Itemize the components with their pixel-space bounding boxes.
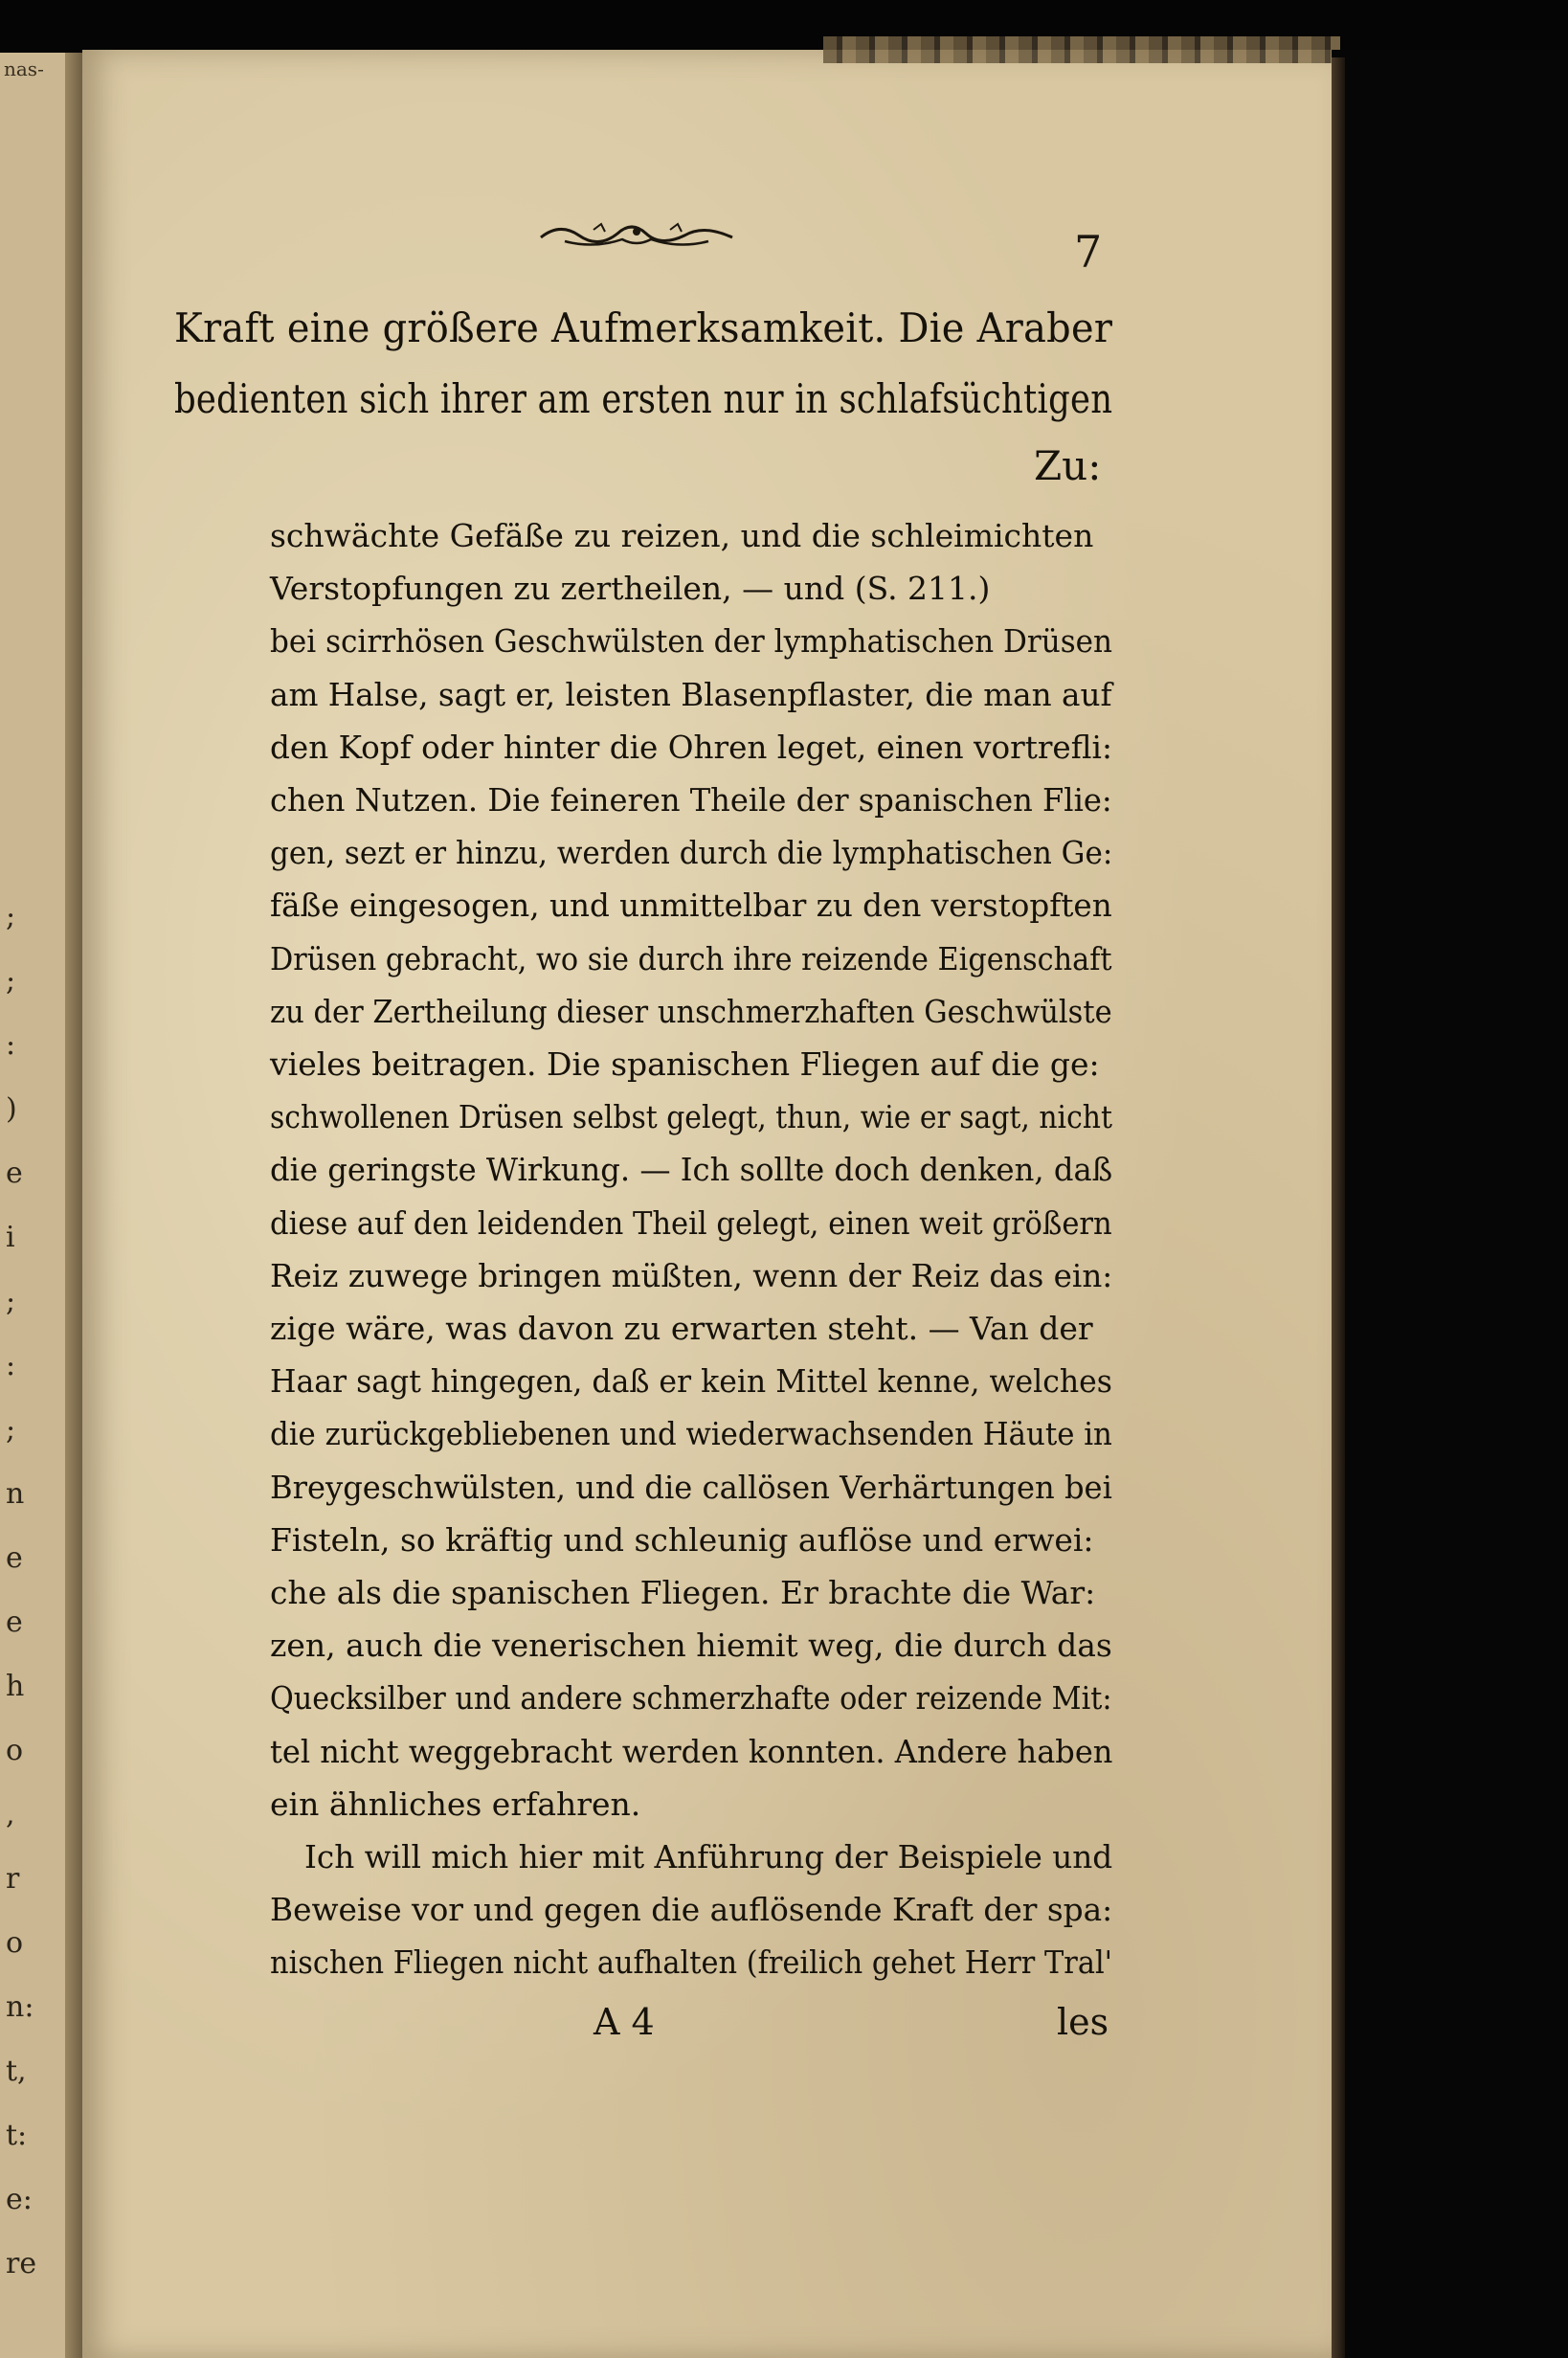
footnote-line: ein ähnliches erfahren. xyxy=(270,1785,641,1823)
left-page-line-end: re xyxy=(6,2247,37,2280)
left-page-line-end: : xyxy=(6,1028,16,1062)
left-page-line-end: o xyxy=(6,1926,24,1960)
footnote-line: bei scirrhösen Geschwülsten der lymphatischen Drüsen xyxy=(270,622,1113,661)
footnote-line: Quecksilber und andere schmerzhafte oder reizende Mit: xyxy=(270,1679,1112,1718)
footnote-line: schwächte Gefäße zu reizen, und die schleimichten xyxy=(270,517,1094,554)
footnote-line: Beweise vor und gegen die auflösende Kraft der spa: xyxy=(270,1891,1113,1929)
left-page-line-end: e: xyxy=(6,2183,33,2216)
footnote-line: Drüsen gebracht, wo sie durch ihre reizende Eigenschaft xyxy=(270,939,1112,977)
footnote-line: zu der Zertheilung dieser unschmerzhaften Geschwülste xyxy=(270,992,1112,1030)
page-number: 7 xyxy=(1074,226,1103,278)
left-page-line-end: e xyxy=(6,1541,23,1575)
footnote-line: Ich will mich hier mit Anführung der Beispiele und xyxy=(304,1838,1113,1875)
left-page-line-end: n: xyxy=(6,1990,34,2024)
footnote-line: am Halse, sagt er, leisten Blasenpflaster, die man auf xyxy=(270,675,1112,713)
left-page-line-end: ; xyxy=(6,964,16,998)
footnote-line: die zurückgebliebenen und wiederwachsenden Häute in xyxy=(270,1415,1112,1453)
footnote-line: Verstopfungen zu zertheilen, — und (S. 211.) xyxy=(270,570,991,608)
main-text-line: bedienten sich ihrer am ersten nur in schlafsüchtigen xyxy=(174,375,1113,422)
footnote-line: Breygeschwülsten, und die callösen Verhärtungen bei xyxy=(270,1468,1112,1506)
book-gutter xyxy=(65,53,82,2358)
footnote-line: zen, auch die venerischen hiemit weg, die durch das xyxy=(270,1627,1112,1665)
left-page-line-end: e xyxy=(6,1157,23,1190)
left-page-line-end: : xyxy=(6,1349,16,1382)
left-page-line-end: , xyxy=(6,1798,15,1831)
catchword-main: Zu: xyxy=(1034,442,1102,489)
left-page-line-end: i xyxy=(6,1221,15,1254)
left-page-line-end: n xyxy=(6,1477,25,1511)
footnote-line: fäße eingesogen, und unmittelbar zu den verstopften xyxy=(270,887,1112,925)
footnote-line: nischen Fliegen nicht aufhalten (freilich gehet Herr Tral' xyxy=(270,1943,1113,1982)
left-page-line-end: t, xyxy=(6,2055,27,2088)
footnote-line: diese auf den leidenden Theil gelegt, einen weit größern xyxy=(270,1203,1112,1242)
catchword-bottom: les xyxy=(1057,2001,1109,2043)
left-page-line-end: ; xyxy=(6,900,16,933)
left-page-line-end: h xyxy=(6,1670,25,1703)
book-cover-background xyxy=(1332,50,1568,2358)
footnote-line: tel nicht weggebracht werden konnten. Andere haben xyxy=(270,1732,1113,1770)
left-page-line-end: ; xyxy=(6,1413,16,1447)
left-page-line-end: ) xyxy=(6,1092,17,1126)
left-page-line-end: t: xyxy=(6,2119,28,2152)
footnote-line: den Kopf oder hinter die Ohren leget, einen vortrefli: xyxy=(270,728,1112,766)
headpiece-ornament-icon xyxy=(536,218,737,251)
left-page-line-end: r xyxy=(6,1862,20,1896)
footnote-line: chen Nutzen. Die feineren Theile der spanischen Flie: xyxy=(270,781,1112,819)
footnote-line: zige wäre, was davon zu erwarten steht. — Van der xyxy=(270,1310,1093,1347)
main-text-line: Kraft eine größere Aufmerksamkeit. Die Araber xyxy=(174,304,1113,351)
signature-mark: A 4 xyxy=(594,2001,655,2043)
footnote-line: vieles beitragen. Die spanischen Fliegen auf die ge: xyxy=(270,1045,1100,1083)
top-page-edge xyxy=(823,36,1340,63)
footnote-line: Fisteln, so kräftig und schleunig auflöse und erwei: xyxy=(270,1520,1094,1559)
footnote-line: che als die spanischen Fliegen. Er brachte die War: xyxy=(270,1574,1096,1611)
footnote-line: Haar sagt hingegen, daß er kein Mittel kenne, welches xyxy=(270,1362,1112,1401)
left-page-line-end: o xyxy=(6,1734,24,1767)
footnote-line: gen, sezt er hinzu, werden durch die lymphatischen Ge: xyxy=(270,834,1113,872)
left-page-line-end: ; xyxy=(6,1285,16,1318)
left-page-line-end: e xyxy=(6,1606,23,1639)
footnote-line: die geringste Wirkung. — Ich sollte doch denken, daß xyxy=(270,1151,1113,1189)
left-page-header-fragment: nas- xyxy=(4,57,44,80)
page-edge-shadow xyxy=(1332,57,1345,2358)
footnote-line: schwollenen Drüsen selbst gelegt, thun, wie er sagt, nicht xyxy=(270,1098,1112,1136)
footnote-line: Reiz zuwege bringen müßten, wenn der Reiz das ein: xyxy=(270,1256,1113,1294)
